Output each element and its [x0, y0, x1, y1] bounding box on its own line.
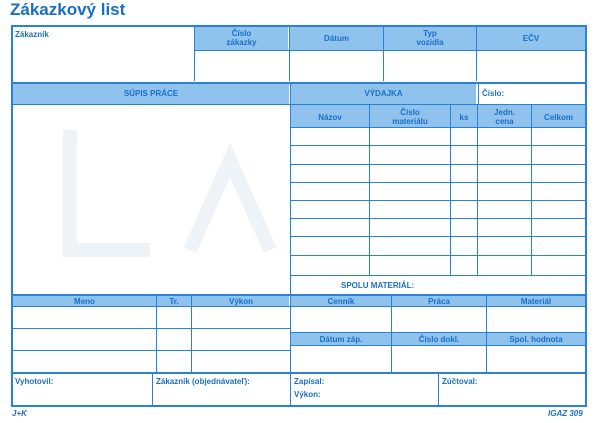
label-vydajka: VÝDAJKA	[364, 89, 403, 98]
label-cislo-zakazky: Číslo zákazky	[226, 29, 257, 47]
label-zakaznik-objednavatel: Zákazník (objednávateľ):	[156, 377, 250, 386]
label-jedn-cena: Jedn. cena	[494, 108, 515, 126]
watermark-logo	[60, 120, 300, 280]
label-spol-hodnota: Spol. hodnota	[509, 335, 563, 344]
label-tr: Tr.	[169, 297, 179, 306]
label-cislo: Číslo:	[482, 89, 505, 98]
label-ks: ks	[459, 113, 469, 122]
label-spolu-material: SPOLU MATERIÁL:	[341, 281, 415, 290]
label-cislo-materialu: Číslo materiálu	[392, 108, 428, 126]
label-typ-vozidla: Typ vozidla	[416, 29, 444, 47]
label-vykon-footer: Výkon:	[294, 390, 321, 399]
label-supis-prace: SÚPIS PRÁCE	[123, 89, 179, 98]
label-material: Materiál	[520, 297, 552, 306]
label-zuctoval: Zúčtoval:	[442, 377, 478, 386]
label-celkom: Celkom	[544, 113, 573, 122]
label-cennik: Cenník	[327, 297, 355, 306]
label-vyhotovil: Vyhotovil:	[15, 377, 54, 386]
label-nazov: Názov	[318, 113, 342, 122]
label-zakaznik: Zákazník	[15, 30, 49, 39]
label-datum-zap: Dátum záp.	[319, 335, 363, 344]
label-datum: Dátum	[324, 34, 349, 43]
footer-form-code: IGAZ 309	[548, 409, 583, 418]
form-title: Zákazkový list	[10, 0, 126, 19]
label-zapisal: Zapísal:	[294, 377, 325, 386]
label-cislo-dokl: Číslo dokl.	[418, 335, 460, 344]
label-ecv: EČV	[522, 34, 540, 43]
footer-publisher: J+K	[12, 409, 27, 418]
label-praca: Práca	[428, 297, 450, 306]
label-vykon: Výkon	[228, 297, 253, 306]
label-meno: Meno	[74, 297, 95, 306]
